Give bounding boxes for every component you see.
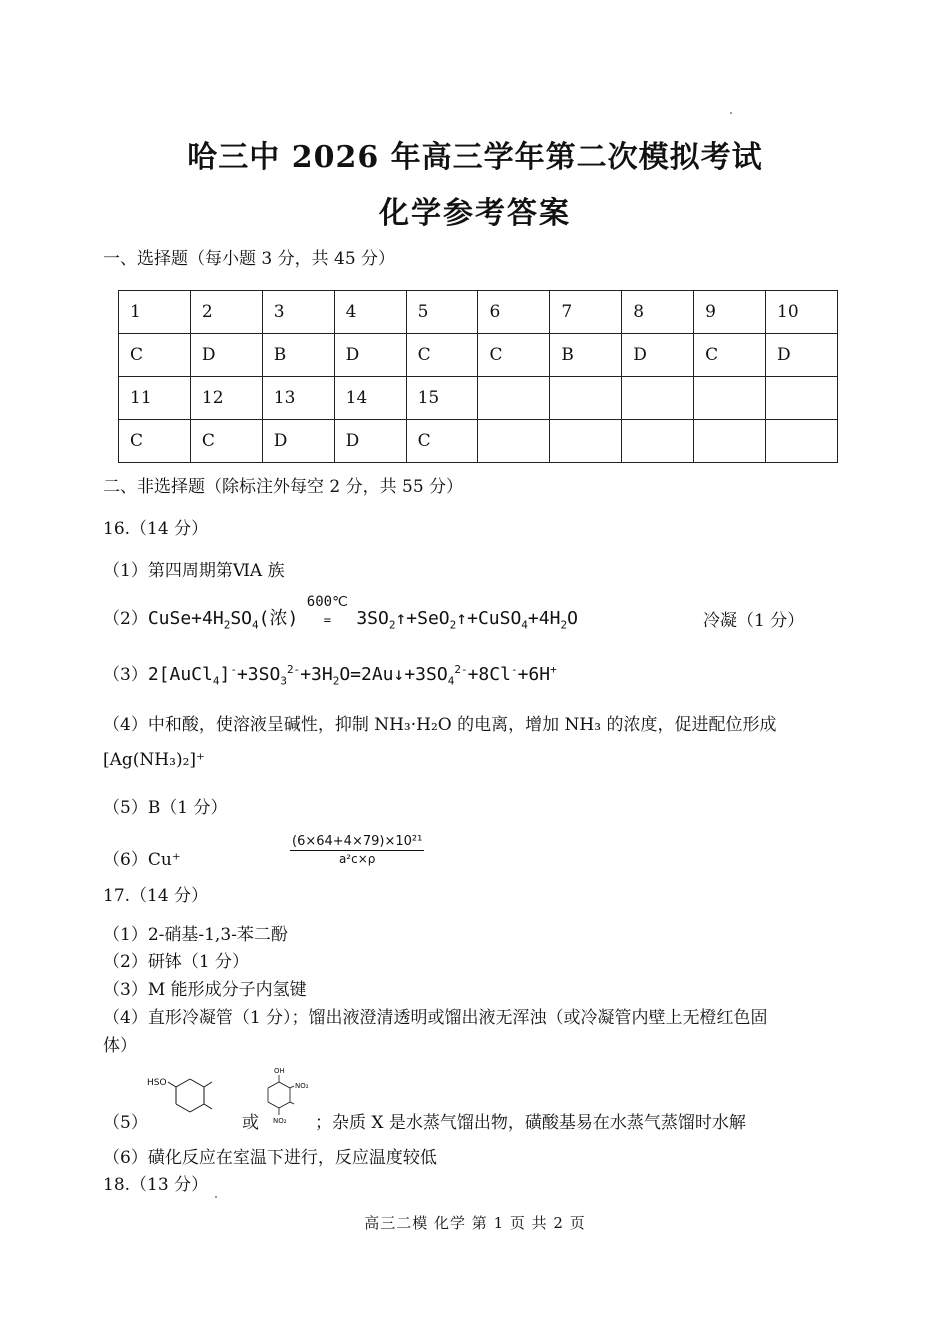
answer-cell: [622, 420, 694, 463]
mol2-no2-label-b: NO₂: [273, 1117, 287, 1125]
answer-cell: [766, 420, 838, 463]
q16-answer-3: $(3)2[AuCl_4]^-+3SO_3^{2-}+3H_2O=2Au↓+3SO_4^{2-}+8Cl^-+6H^+$: [103, 663, 557, 688]
q17-answer-5-or: 或: [242, 1113, 259, 1133]
answer-cell: C: [694, 334, 766, 377]
page-footer: 高三二模 化学 第 1 页 共 2 页: [364, 1214, 586, 1232]
table-row: [119, 420, 838, 463]
reaction-condition: 600℃: [306, 594, 348, 610]
section2-heading: 二、非选择题（除标注外每空 2 分，共 55 分）: [103, 477, 464, 497]
q17-answer-5-prefix: （5）: [103, 1113, 148, 1133]
q16-answer-4-line1: （4）中和酸，使溶液呈碱性，抑制 NH₃·H₂O 的电离，增加 NH₃ 的浓度，促进配位形成: [103, 715, 777, 735]
question-number-cell: 6: [478, 291, 550, 334]
question-number-cell: 13: [262, 377, 334, 420]
density-formula-denominator: a²c×ρ: [338, 852, 376, 866]
answer-cell: B: [550, 334, 622, 377]
q17-title: 17.（14 分）: [103, 886, 209, 906]
sulfonated-structure: [140, 1072, 220, 1122]
question-number-cell: 9: [694, 291, 766, 334]
answer-cell: D: [334, 334, 406, 377]
q16-answer-2-prefix: （2）: [103, 609, 148, 629]
q16-answer-2-extra: 冷凝（1 分）: [703, 611, 805, 631]
question-number-cell: 10: [766, 291, 838, 334]
question-number-cell: 12: [190, 377, 262, 420]
q16-answer-6: （6）Cu⁺: [103, 850, 181, 870]
table-row: [119, 291, 838, 334]
answer-cell: C: [190, 420, 262, 463]
answer-cell: C: [406, 420, 478, 463]
question-number-cell: 2: [190, 291, 262, 334]
question-number-cell: 1: [119, 291, 191, 334]
question-number-cell: [550, 377, 622, 420]
question-number-cell: [766, 377, 838, 420]
answer-cell: C: [119, 420, 191, 463]
answer-cell: C: [478, 334, 550, 377]
answer-cell: C: [406, 334, 478, 377]
question-number-cell: [694, 377, 766, 420]
answer-cell: C: [119, 334, 191, 377]
answer-table: [118, 290, 838, 463]
question-number-cell: 15: [406, 377, 478, 420]
dinitro-resorcinol-structure: [262, 1066, 320, 1132]
q16-answer-1: （1）第四周期第ⅥA 族: [103, 561, 285, 581]
q17-answer-5-text: ；杂质 X 是水蒸气馏出物，磺酸基易在水蒸气蒸馏时水解: [315, 1113, 746, 1133]
question-number-cell: 5: [406, 291, 478, 334]
answer-subtitle: 化学参考答案: [379, 196, 571, 231]
q17-answer-4-line2: 体）: [103, 1036, 137, 1056]
question-number-cell: [622, 377, 694, 420]
answer-cell: D: [622, 334, 694, 377]
q16-answer-4-line2: [Ag(NH₃)₂]⁺: [103, 750, 205, 770]
answer-cell: [694, 420, 766, 463]
answer-cell: [550, 420, 622, 463]
mol2-no2-label-a: NO₂: [295, 1082, 309, 1090]
q16-answer-2: [103, 594, 578, 632]
question-number-cell: 8: [622, 291, 694, 334]
answer-cell: D: [766, 334, 838, 377]
question-number-cell: 11: [119, 377, 191, 420]
q17-answer-3: （3）M 能形成分子内氢键: [103, 980, 307, 1000]
table-row: [119, 377, 838, 420]
question-number-cell: 7: [550, 291, 622, 334]
answer-cell: D: [190, 334, 262, 377]
question-number-cell: [478, 377, 550, 420]
question-number-cell: 4: [334, 291, 406, 334]
density-formula: [290, 834, 424, 866]
exam-title: 哈三中 2026 年高三学年第二次模拟考试: [187, 140, 763, 175]
mol1-label: HSO: [147, 1078, 167, 1088]
q17-answer-2: （2）研钵（1 分）: [103, 952, 250, 972]
question-number-cell: 14: [334, 377, 406, 420]
mol2-oh-label: OH: [274, 1067, 285, 1075]
answer-cell: B: [262, 334, 334, 377]
question-number-cell: 3: [262, 291, 334, 334]
answer-cell: [478, 420, 550, 463]
answer-cell: D: [262, 420, 334, 463]
q17-answer-6: （6）磺化反应在室温下进行，反应温度较低: [103, 1148, 437, 1168]
q18-title: 18.（13 分）: [103, 1175, 209, 1195]
equation-copper-selenide: $CuSe+4H_2SO_4$(浓) 600℃ = $3SO_2↑+SeO_2↑+CuSO_4+4H_2O$: [147, 594, 578, 632]
table-row: [119, 334, 838, 377]
q16-title: 16.（14 分）: [103, 519, 209, 539]
q17-answer-4-line1: （4）直形冷凝管（1 分）；馏出液澄清透明或馏出液无浑浊（或冷凝管内壁上无橙红色固: [103, 1008, 768, 1028]
section1-heading: 一、选择题（每小题 3 分，共 45 分）: [103, 249, 396, 269]
density-formula-numerator: (6×64+4×79)×10²¹: [292, 834, 423, 849]
equation-gold-reduction: $2[AuCl_4]^-+3SO_3^{2-}+3H_2O=2Au↓+3SO_4^{2-}+8Cl^-+6H^+$: [147, 663, 557, 688]
q16-answer-5: （5）B（1 分）: [103, 798, 228, 818]
answer-cell: D: [334, 420, 406, 463]
q17-answer-1: （1）2-硝基-1,3-苯二酚: [103, 925, 288, 945]
